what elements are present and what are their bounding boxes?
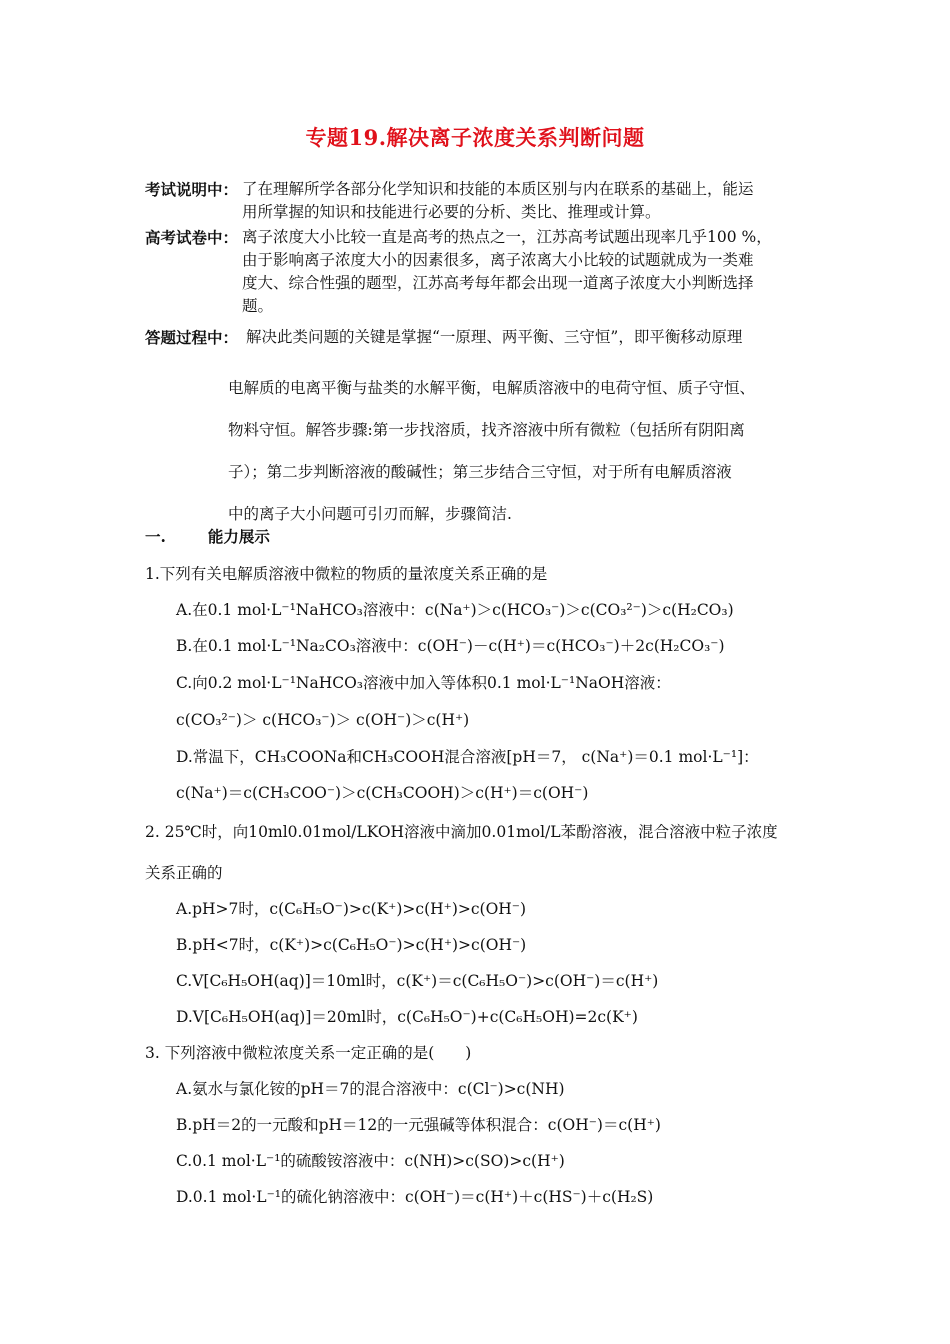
question-option: A.氨水与氯化铵的pH＝7的混合溶液中：c(Cl⁻)>c(NH) <box>176 1080 565 1098</box>
answer-process-label: 答题过程中： <box>145 328 239 347</box>
question-option: B.pH＝2的一元酸和pH＝12的一元强碱等体积混合：c(OH⁻)＝c(H⁺) <box>176 1116 661 1134</box>
question-stem: 关系正确的 <box>145 864 223 882</box>
exam-paper-section <box>145 226 815 318</box>
exam-description-line: 了在理解所学各部分化学知识和技能的本质区别与内在联系的基础上，能运 <box>242 180 754 198</box>
question-stem: 3. 下列溶液中微粒浓度关系一定正确的是( ) <box>145 1044 472 1062</box>
question-option: C.V[C₆H₅OH(aq)]＝10ml时，c(K⁺)＝c(C₆H₅O⁻)>c(OH⁻)＝c(H⁺) <box>176 972 659 990</box>
exam-description-section <box>145 178 815 224</box>
question-option: B.pH<7时，c(K⁺)>c(C₆H₅O⁻)>c(H⁺)>c(OH⁻) <box>176 936 527 954</box>
question-option: C.0.1 mol·L⁻¹的硫酸铵溶液中：c(NH)>c(SO)>c(H⁺) <box>176 1152 565 1170</box>
page-title: 专题19.解决离子浓度关系判断问题 <box>305 125 645 150</box>
question-option: A.pH>7时，c(C₆H₅O⁻)>c(K⁺)>c(H⁺)>c(OH⁻) <box>176 900 527 918</box>
question-option: c(CO₃²⁻)＞ c(HCO₃⁻)＞ c(OH⁻)＞c(H⁺) <box>176 711 470 729</box>
section-title: 能力展示 <box>207 527 270 546</box>
question-option: c(Na⁺)＝c(CH₃COO⁻)＞c(CH₃COOH)＞c(H⁺)＝c(OH⁻) <box>176 784 589 802</box>
answer-process-line: 中的离子大小问题可引刃而解，步骤简洁. <box>228 505 512 523</box>
question-stem: 1.下列有关电解质溶液中微粒的物质的量浓度关系正确的是 <box>145 565 548 583</box>
answer-process-line: 子）；第二步判断溶液的酸碱性；第三步结合三守恒，对于所有电解质溶液 <box>228 463 732 481</box>
exam-paper-line: 离子浓度大小比较一直是高考的热点之一，江苏高考试题出现率几乎100 %， <box>242 228 772 246</box>
exam-paper-line: 由于影响离子浓度大小的因素很多，离子浓离大小比较的试题就成为一类难 <box>242 251 754 269</box>
answer-process-line: 电解质的电离平衡与盐类的水解平衡，电解质溶液中的电荷守恒、质子守恒、 <box>228 379 756 397</box>
section-heading <box>145 526 270 548</box>
exam-paper-label: 高考试卷中： <box>145 228 239 247</box>
question-option: D.V[C₆H₅OH(aq)]＝20ml时，c(C₆H₅O⁻)+c(C₆H₅OH)=2c(K⁺) <box>176 1008 638 1026</box>
section-number: 一. <box>145 527 166 546</box>
exam-description-label: 考试说明中： <box>145 180 239 199</box>
question-option: A.在0.1 mol·L⁻¹NaHCO₃溶液中：c(Na⁺)＞c(HCO₃⁻)＞c(CO₃²⁻)＞c(H₂CO₃) <box>176 601 734 619</box>
question-option: B.在0.1 mol·L⁻¹Na₂CO₃溶液中：c(OH⁻)－c(H⁺)＝c(HCO₃⁻)＋2c(H₂CO₃⁻) <box>176 637 725 655</box>
exam-paper-line: 度大、综合性强的题型，江苏高考每年都会出现一道离子浓度大小判断选择 <box>242 274 754 292</box>
answer-process-line: 物料守恒。解答步骤:第一步找溶质，找齐溶液中所有微粒（包括所有阴阳离 <box>228 421 745 439</box>
question-option: D.常温下，CH₃COONa和CH₃COOH混合溶液[pH＝7， c(Na⁺)＝0.1 mol·L⁻¹]： <box>176 748 759 766</box>
answer-process-section <box>145 326 815 535</box>
exam-paper-line: 题。 <box>242 297 274 315</box>
exam-description-line: 用所掌握的知识和技能进行必要的分析、类比、推理或计算。 <box>242 203 661 221</box>
question-option: C.向0.2 mol·L⁻¹NaHCO₃溶液中加入等体积0.1 mol·L⁻¹NaOH溶液： <box>176 674 671 692</box>
answer-process-line: 解决此类问题的关键是掌握“一原理、两平衡、三守恒”，即平衡移动原理 <box>246 328 743 346</box>
question-option: D.0.1 mol·L⁻¹的硫化钠溶液中：c(OH⁻)＝c(H⁺)＋c(HS⁻)＋c(H₂S) <box>176 1188 654 1206</box>
question-stem: 2. 25℃时，向10ml0.01mol/LKOH溶液中滴加0.01mol/L苯酚溶液，混合溶液中粒子浓度 <box>145 823 778 841</box>
